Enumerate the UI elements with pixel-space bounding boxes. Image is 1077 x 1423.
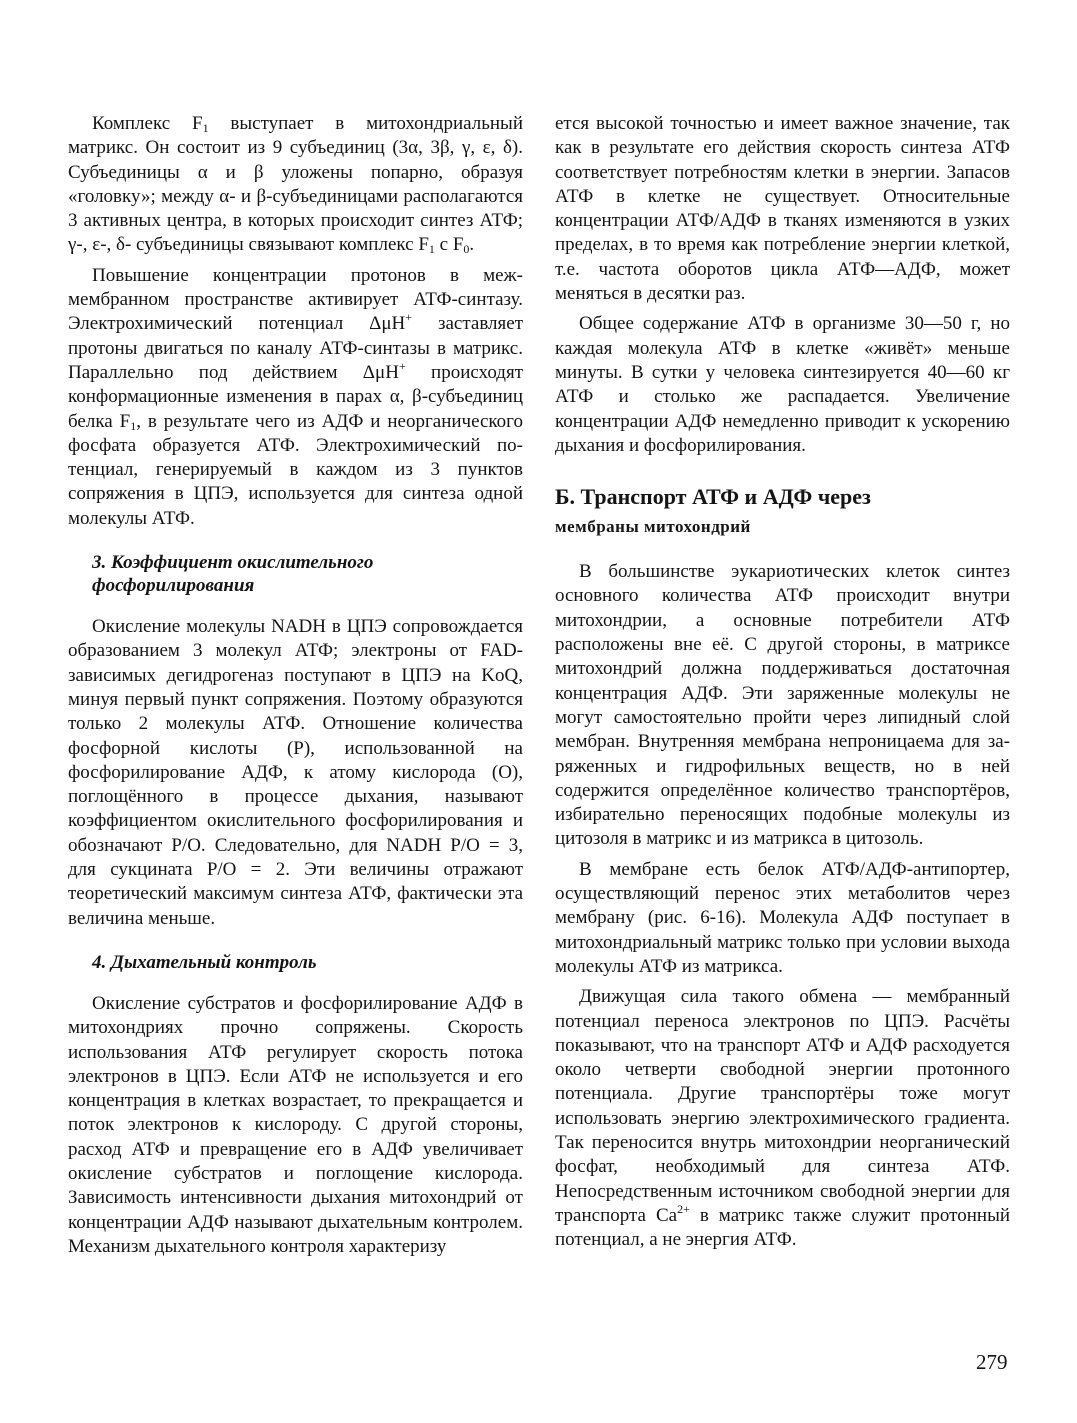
- subscript: 0: [463, 242, 470, 257]
- superscript: 2+: [677, 1201, 690, 1216]
- paragraph-respiratory-control: Окисление субстратов и фосфорилирование АДФ в митохондриях прочно сопряжены. Скорость использования АТФ регулирует скорость потока электронов в ЦПЭ. Если АТФ не используется и его концентрация в клетках возрастает, то прекращается и поток электронов к кислороду. С другой стороны, расход АТФ и превращение его в АДФ увеличивает окисление субстратов и поглощение кислорода. Зависимость интенсивности дыхания митохондрий от концентрации АДФ называют дыхательным контролем. Механизм дыхательного контроля характеризу: [68, 992, 523, 1257]
- section-heading-line2: мембраны митохондрий: [555, 517, 751, 537]
- paragraph-continuation: ется высокой точностью и имеет важное значение, так как в результате его действия скорость синтеза АТФ соответствует потребностям клетки в энергии. Запасов АТФ в клетке не существует. Относительные концентрации АТФ/АДФ в тканях изменяются в узких пределах, в то время как потребление энергии клеткой, т.е. частота оборотов цикла АТФ—АДФ, может меняться в десятки раз.: [555, 113, 1010, 305]
- text-run: Движущая сила такого обмена — мембранный потенциал переноса электронов по ЦПЭ. Расчёты показывают, что на транспорт АТФ и АДФ расходуется около четверти свободной энергии протонного потенциала. Другие транспортёры тоже могут использовать энергию электрохимического градиента. Так переносится внутрь митохондрии неорганический фосфат, необходимый для синтеза АТФ. Непосредственным источником свободной энергии для транспорта Са: [555, 986, 1010, 1226]
- subscript: 1: [428, 242, 435, 257]
- paragraph-eukaryotic-cells: В большинстве эукариотических клеток синтез основного количества АТФ происходит внутри митохондрии, а основные потребители АТФ расположены вне её. С другой стороны, в матриксе митохондрий должна поддерживаться достаточная концентрация АДФ. Эти заряженные молекулы не могут самостоятельно пройти через липидный слой мембран. Внутренняя мембрана непроницаема для заряженных и гидрофильных веществ, но в ней содержится определённое количество транспортёров, избирательно переносящих подобные молекулы из цитозоля в матрикс и из матрикса в цитозоль.: [555, 561, 1010, 850]
- superscript: +: [405, 310, 413, 325]
- paragraph-antiporter: В мембране есть белок АТФ/АДФ-антипортер, осуществляющий перенос этих метаболитов через мембрану (рис. 6-16). Молекула АДФ поступает в митохондриальный матрикс только при условии выхода молекулы АТФ из матрикса.: [555, 858, 1010, 977]
- text-run: Повышение концентрации протонов в межмембранном пространстве активирует АТФ-синтазу. Электрохимический потенциал ΔμH: [68, 264, 523, 335]
- text-run: в матрикс также служит протонный потенциал, а не энергия АТФ.: [555, 1204, 1011, 1251]
- subscript: 1: [130, 418, 137, 433]
- text-run: , в результате чего из АДФ и неорганического фосфата образуется АТФ. Электрохимический потенциал, генерируемый в каждом из 3 пунктов сопряжения в ЦПЭ, используется для синтеза одной молекулы АТФ.: [68, 410, 524, 529]
- subheading-respiratory-control: 4. Дыхательный контроль: [92, 951, 317, 973]
- section-heading-line1: Б. Транспорт АТФ и АДФ через: [555, 484, 871, 510]
- subheading-po-coefficient: 3. Коэффициент окислительного фосфорилирования: [92, 552, 374, 597]
- paragraph-complex-f1: [68, 112, 523, 258]
- text-run: Комплекс F: [92, 113, 203, 134]
- subscript: 1: [202, 121, 209, 135]
- text-run: заставляет протоны двигаться по каналу АТФ-синтазы в матрикс. Параллельно под действием ΔμH: [68, 313, 523, 383]
- paragraph-driving-force: [555, 985, 1010, 1252]
- text-run: выступает в митохондриальный матрикс. Он состоит из 9 субъединиц (3α, 3β, γ, ε, δ). Субъединицы α и β уложены попарно, образуя «головку»; между α- и β-субъединицами располагаются 3 активных центра, в которых происходит синтез АТФ; γ-, ε-, δ- субъединицы связывают комплекс F: [68, 113, 523, 256]
- paragraph-proton-concentration: [68, 264, 523, 531]
- text-run: .: [469, 234, 475, 256]
- right-column: [555, 112, 1010, 1258]
- text-run: происходят конформационные изменения в парах α, β-субъединиц белка F: [68, 361, 523, 432]
- paragraph-nadh-oxidation: Окисление молекулы NADH в ЦПЭ сопровождается образованием 3 молекул АТФ; электроны от FAD-зависимых дегидрогеназ поступают в ЦПЭ на KoQ, минуя первый пункт сопряжения. Поэтому образуются только 2 молекулы АТФ. Отношение количества фосфорной кислоты (Р), использованной на фосфорилирование АДФ, к атому кислорода (О), поглощённого в процессе дыхания, называют коэффициентом окислительного фосфорилирования и обозначают Р/О. Следовательно, для NADH Р/О = 3, для сукцината Р/О = 2. Эти величины отражают теоретический максимум синтеза АТФ, фактически эта величина меньше.: [68, 616, 523, 929]
- left-column: [68, 112, 523, 1265]
- section-heading-transport: [555, 482, 1010, 542]
- paragraph-atp-content: Общее содержание АТФ в организме 30—50 г, но каждая молекула АТФ в клетке «живёт» меньше минуты. В сутки у человека синтезируется 40—60 кг АТФ и столько же распадается. Увеличение концентрации АДФ немедленно приводит к ускорению дыхания и фосфорилирования.: [555, 313, 1010, 456]
- text-run: с F: [434, 234, 464, 256]
- superscript: +: [398, 358, 406, 373]
- page-number: 279: [976, 1350, 1008, 1374]
